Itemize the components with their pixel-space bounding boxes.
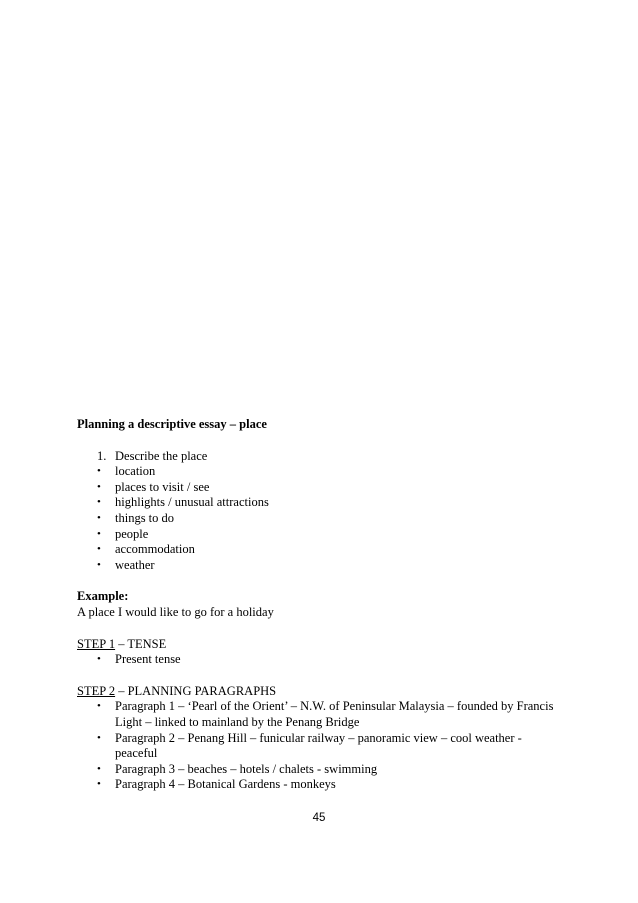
list-item	[77, 511, 557, 527]
spacer	[77, 621, 557, 637]
list-item-text: Paragraph 3 – beaches – hotels / chalets - swimming	[115, 761, 378, 776]
bullet-icon: •	[97, 496, 101, 509]
bullet-icon: •	[97, 527, 101, 540]
list-item-text: Paragraph 4 – Botanical Gardens - monkeys	[115, 777, 336, 792]
list-item	[77, 731, 557, 762]
list-item	[77, 480, 557, 496]
list-item-text: things to do	[115, 510, 175, 525]
numbered-item	[77, 449, 557, 465]
step2-heading	[77, 684, 557, 700]
bullet-icon: •	[97, 465, 101, 478]
step1-title: – TENSE	[115, 636, 167, 651]
list-item-text: people	[115, 526, 149, 541]
bullet-icon: •	[97, 653, 101, 666]
list-item	[77, 777, 557, 793]
list-item-text: weather	[115, 557, 155, 572]
step2-label: STEP 2	[77, 683, 116, 698]
step2-title: – PLANNING PARAGRAPHS	[115, 683, 277, 698]
list-item	[77, 542, 557, 558]
bullet-icon: •	[97, 480, 101, 493]
spacer	[77, 668, 557, 684]
example-topic: A place I would like to go for a holiday	[77, 604, 274, 619]
example-label: Example:	[77, 589, 129, 604]
section-title: Planning a descriptive essay – place	[77, 417, 267, 431]
step1-heading	[77, 637, 557, 653]
list-item	[77, 762, 557, 778]
step1-label: STEP 1	[77, 636, 116, 651]
essay-plan-content	[77, 417, 557, 793]
list-item	[77, 652, 557, 668]
list-item-text: Paragraph 2 – Penang Hill – funicular railway – panoramic view – cool weather - peaceful	[115, 730, 522, 761]
list-item-text: places to visit / see	[115, 479, 210, 494]
list-item	[77, 558, 557, 574]
bullet-icon: •	[97, 731, 101, 744]
bullet-icon: •	[97, 511, 101, 524]
list-item-text: accommodation	[115, 542, 195, 557]
step2-list	[77, 699, 557, 793]
list-item-text: Paragraph 1 – ‘Pearl of the Orient’ – N.W. of Peninsular Malaysia – founded by Francis Light – linked to mainland by the Penang Bridge	[115, 699, 554, 729]
page-number: 45	[312, 812, 326, 824]
step1-list	[77, 652, 557, 668]
list-number: 1.	[97, 448, 107, 463]
list-item	[77, 699, 557, 730]
list-item-text: location	[115, 464, 156, 479]
bullet-icon: •	[97, 778, 101, 791]
list-item	[77, 527, 557, 543]
list-item-text: Describe the place	[115, 448, 208, 463]
bullet-icon: •	[97, 700, 101, 713]
list-item	[77, 464, 557, 480]
list-item	[77, 495, 557, 511]
describe-list	[77, 449, 557, 574]
bullet-icon: •	[97, 543, 101, 556]
bullet-icon: •	[97, 762, 101, 775]
bullet-icon: •	[97, 558, 101, 571]
list-item-text: highlights / unusual attractions	[115, 495, 269, 510]
list-item-text: Present tense	[115, 652, 181, 667]
